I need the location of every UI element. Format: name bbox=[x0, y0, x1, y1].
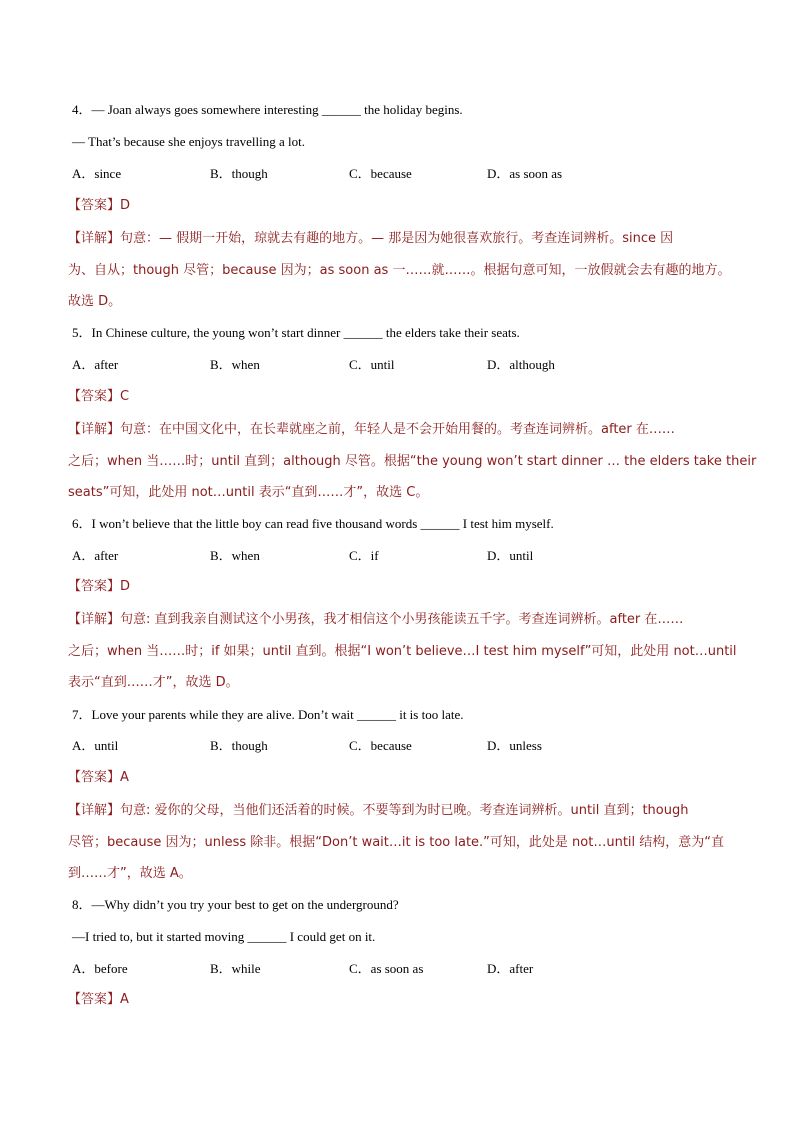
option-d: D．as soon as bbox=[487, 166, 563, 181]
option-d: D．unless bbox=[487, 738, 542, 753]
explanation-line: 之后；when 当……时；until 直到；although 尽管。根据“the young won’t start dinner … the elders take their bbox=[68, 453, 757, 469]
explanation-line: seats”可知，此处用 not…until 表示“直到……才”，故选 C。 bbox=[68, 485, 429, 500]
question-7-explanation bbox=[68, 795, 728, 890]
option-a: A．before bbox=[72, 961, 128, 976]
question-5-explanation bbox=[68, 414, 757, 509]
explanation-line: 【详解】句意：— 假期一开始，琼就去有趣的地方。— 那是因为她很喜欢旅行。考查连词辨析。since 因 bbox=[68, 231, 674, 246]
question-7-stem: 7．Love your parents while they are alive. Don’t wait ______ it is too late. bbox=[72, 707, 464, 722]
explanation-line: 到……才”，故选 A。 bbox=[68, 866, 192, 881]
question-8-stem-reply: —I tried to, but it started moving ______ I could get on it. bbox=[72, 929, 376, 944]
question-4-stem: 4．— Joan always goes somewhere interesting ______ the holiday begins. bbox=[72, 102, 463, 117]
option-c: C．because bbox=[349, 738, 412, 753]
question-6-stem: 6．I won’t believe that the little boy can read five thousand words ______ I test him myself. bbox=[72, 516, 554, 531]
option-d: D．after bbox=[487, 961, 534, 976]
option-c: C．if bbox=[349, 548, 379, 563]
option-b: B．when bbox=[210, 548, 260, 563]
explanation-line: 尽管；because 因为；unless 除非。根据“Don’t wait…it is too late.”可知，此处是 not…until 结构，意为“直 bbox=[68, 834, 725, 850]
question-6-explanation bbox=[68, 604, 737, 699]
option-a: A．after bbox=[72, 357, 119, 372]
option-b: B．though bbox=[210, 166, 268, 181]
question-4-explanation bbox=[68, 223, 731, 318]
explanation-line: 为、自从；though 尽管；because 因为；as soon as 一……就……。根据句意可知，一放假就会去有趣的地方。 bbox=[68, 262, 731, 278]
option-a: A．after bbox=[72, 548, 119, 563]
explanation-line: 【详解】句意: 直到我亲自测试这个小男孩，我才相信这个小男孩能读五千字。考查连词辨析。after 在…… bbox=[68, 612, 684, 627]
explanation-line: 故选 D。 bbox=[68, 294, 122, 309]
option-c: C．until bbox=[349, 357, 395, 372]
question-8-answer: 【答案】A bbox=[68, 992, 129, 1007]
option-d: D．until bbox=[487, 548, 534, 563]
question-5-answer: 【答案】C bbox=[68, 389, 130, 404]
option-d: D．although bbox=[487, 357, 555, 372]
option-c: C．because bbox=[349, 166, 412, 181]
explanation-line: 【详解】句意: 爱你的父母，当他们还活着的时候。不要等到为时已晚。考查连词辨析。until 直到；though bbox=[68, 803, 689, 818]
option-b: B．though bbox=[210, 738, 268, 753]
question-8-stem: 8．—Why didn’t you try your best to get on the underground? bbox=[72, 897, 399, 912]
option-b: B．while bbox=[210, 961, 261, 976]
option-a: A．until bbox=[72, 738, 119, 753]
explanation-line: 表示“直到……才”，故选 D。 bbox=[68, 675, 239, 690]
option-b: B．when bbox=[210, 357, 260, 372]
option-c: C．as soon as bbox=[349, 961, 424, 976]
question-5-stem: 5．In Chinese culture, the young won’t start dinner ______ the elders take their seats. bbox=[72, 325, 520, 340]
question-4-answer: 【答案】D bbox=[68, 198, 131, 213]
option-a: A．since bbox=[72, 166, 122, 181]
question-7-answer: 【答案】A bbox=[68, 770, 129, 785]
explanation-line: 【详解】句意：在中国文化中，在长辈就座之前，年轻人是不会开始用餐的。考查连词辨析。after 在…… bbox=[68, 422, 675, 437]
question-6-answer: 【答案】D bbox=[68, 579, 131, 594]
question-4-stem-reply: — That’s because she enjoys travelling a lot. bbox=[72, 134, 305, 149]
explanation-line: 之后；when 当……时；if 如果；until 直到。根据“I won’t believe…I test him myself”可知，此处用 not…until bbox=[68, 643, 737, 659]
